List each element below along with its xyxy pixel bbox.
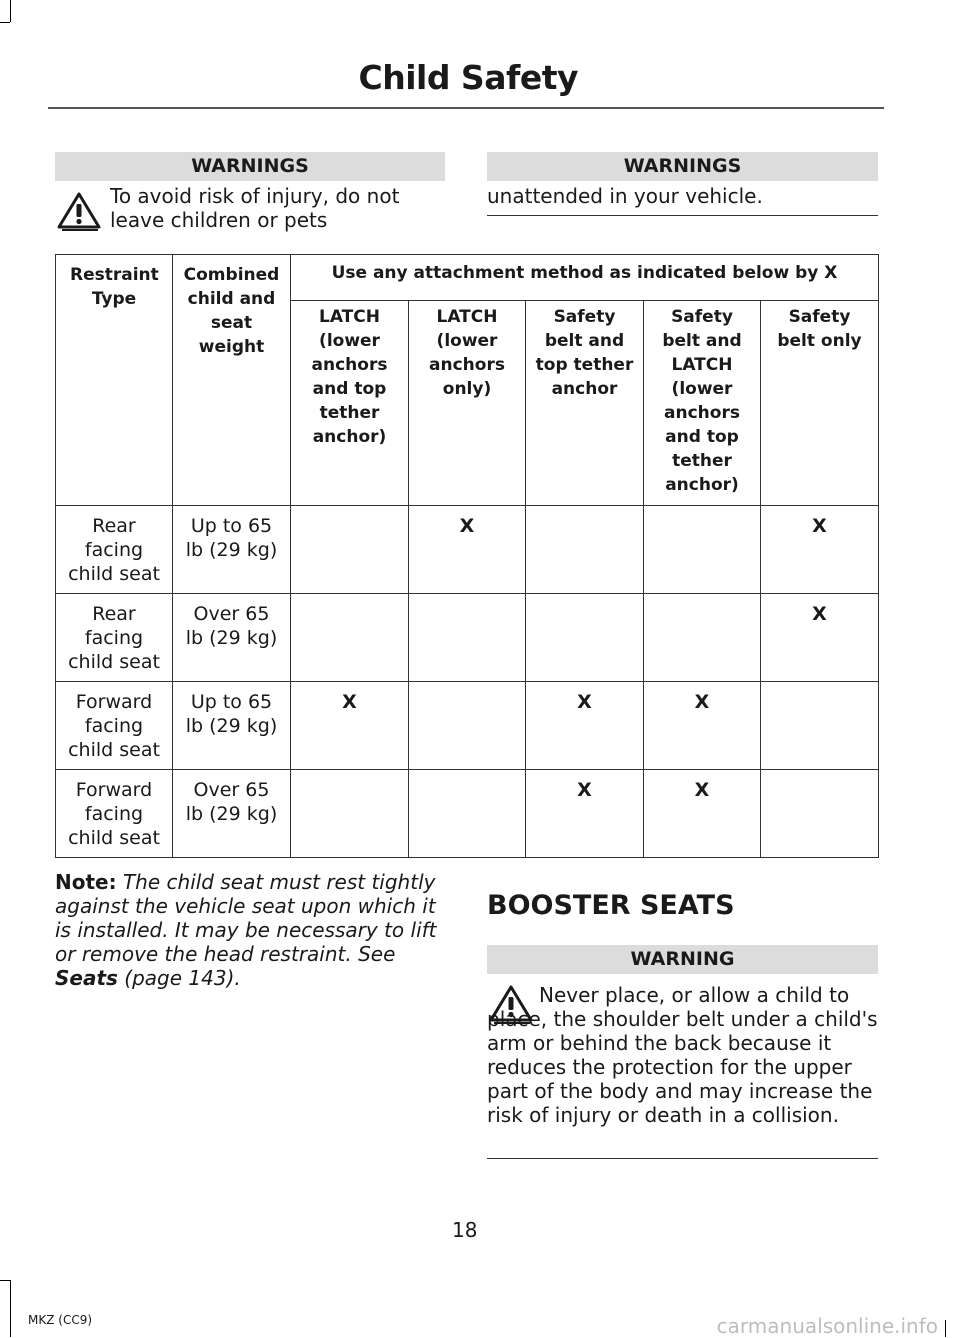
- method-cell: X: [644, 682, 761, 770]
- warnings-heading-right: WARNINGS: [487, 152, 878, 181]
- attachment-method-table: [55, 254, 879, 858]
- table-row: [56, 506, 879, 594]
- page-title: Child Safety: [358, 58, 578, 97]
- header-method: Safety belt only: [761, 301, 879, 506]
- table-row: [56, 770, 879, 858]
- warning-text-left: To avoid risk of injury, do not leave children or pets: [110, 184, 400, 232]
- method-cell: [409, 770, 526, 858]
- header-method: LATCH (lower anchors only): [409, 301, 526, 506]
- method-cell: X: [761, 594, 879, 682]
- method-cell: [409, 594, 526, 682]
- method-cell: [291, 770, 409, 858]
- crop-mark: [945, 1320, 946, 1337]
- method-cell: X: [526, 770, 644, 858]
- method-cell: [526, 594, 644, 682]
- crop-mark: [10, 1280, 11, 1337]
- method-cell: X: [761, 506, 879, 594]
- method-cell: X: [409, 506, 526, 594]
- method-cell: X: [644, 770, 761, 858]
- restraint-type-cell: Rear facing child seat: [56, 594, 173, 682]
- restraint-type-cell: Forward facing child seat: [56, 682, 173, 770]
- warning-text-right: unattended in your vehicle.: [487, 184, 763, 208]
- method-cell: [409, 682, 526, 770]
- method-cell: [761, 682, 879, 770]
- booster-warning-text: Never place, or allow a child to place, the shoulder belt under a child's arm or behind the back because it reduces the protection for the upper part of the body and may increase the risk of injury or death in a collision.: [487, 983, 878, 1127]
- header-weight: Combined child and seat weight: [173, 255, 291, 506]
- note-label: Note:: [55, 870, 117, 894]
- booster-warning-divider: [487, 1158, 878, 1159]
- page-number: 18: [452, 1218, 478, 1242]
- crop-mark: [0, 22, 10, 23]
- crop-mark: [10, 0, 11, 22]
- method-cell: X: [291, 682, 409, 770]
- method-cell: [291, 594, 409, 682]
- header-method: LATCH (lower anchors and top tether anchor): [291, 301, 409, 506]
- crop-mark: [0, 1280, 10, 1281]
- warning-triangle-icon: [56, 191, 102, 231]
- title-divider: [48, 107, 884, 109]
- table-row: [56, 682, 879, 770]
- table-row: [56, 594, 879, 682]
- weight-cell: Up to 65 lb (29 kg): [173, 682, 291, 770]
- header-attachment-method: Use any attachment method as indicated below by X: [291, 255, 879, 301]
- watermark: carmanualsonline.info: [716, 1314, 938, 1338]
- method-cell: [291, 506, 409, 594]
- header-method: Safety belt and LATCH (lower anchors and top tether anchor): [644, 301, 761, 506]
- warning-divider: [487, 215, 878, 216]
- note-page-ref: (page 143).: [124, 966, 241, 990]
- weight-cell: Up to 65 lb (29 kg): [173, 506, 291, 594]
- method-cell: [761, 770, 879, 858]
- section-heading-booster-seats: BOOSTER SEATS: [487, 890, 735, 921]
- method-cell: [644, 506, 761, 594]
- weight-cell: Over 65 lb (29 kg): [173, 594, 291, 682]
- weight-cell: Over 65 lb (29 kg): [173, 770, 291, 858]
- seats-link[interactable]: Seats: [55, 966, 118, 990]
- warnings-heading-left: WARNINGS: [55, 152, 445, 181]
- header-method: Safety belt and top tether anchor: [526, 301, 644, 506]
- method-cell: [526, 506, 644, 594]
- method-cell: X: [526, 682, 644, 770]
- footer-model-code: MKZ (CC9): [28, 1313, 93, 1327]
- warning-heading-booster: WARNING: [487, 945, 878, 974]
- header-restraint-type: Restraint Type: [56, 255, 173, 506]
- restraint-type-cell: Rear facing child seat: [56, 506, 173, 594]
- method-cell: [644, 594, 761, 682]
- note-text: The child seat must rest tightly against the vehicle seat upon which it is installed. It may be necessary to lift or remove the head restraint. See: [55, 870, 437, 966]
- note-paragraph: [55, 870, 445, 990]
- restraint-type-cell: Forward facing child seat: [56, 770, 173, 858]
